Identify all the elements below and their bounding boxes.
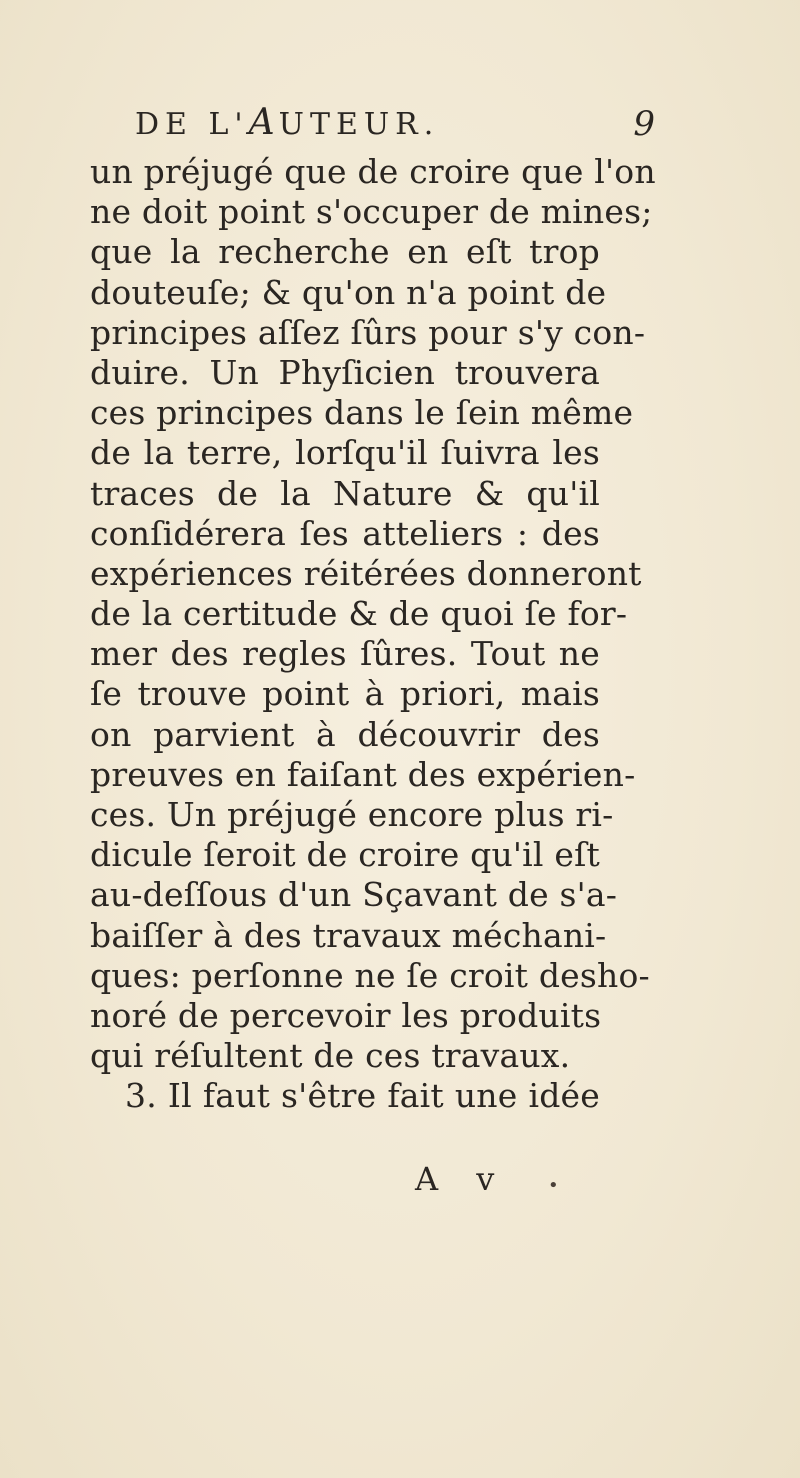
text-line: expériences réitérées donneront xyxy=(90,553,642,593)
text-line: preuves en faiſant des expérien- xyxy=(90,754,636,794)
text-line: douteuſe; & qu'on n'a point de xyxy=(90,272,607,312)
running-head-prefix: DE L' xyxy=(135,107,249,142)
text-line: que la recherche en eſt trop xyxy=(90,232,600,272)
text-line: traces de la Nature & qu'il xyxy=(90,473,600,513)
text-line: duire. Un Phyſicien trouvera xyxy=(90,352,600,392)
text-line: de la certitude & de quoi ſe for- xyxy=(90,594,628,634)
running-head xyxy=(135,102,439,143)
page-number: 9 xyxy=(633,104,655,144)
text-line: baiſſer à des travaux méchani- xyxy=(90,915,607,955)
text-line: noré de percevoir les produits xyxy=(90,995,602,1035)
text-line: on parvient à découvrir des xyxy=(90,714,600,754)
text-line: ques: perſonne ne ſe croit desho- xyxy=(90,955,650,995)
text-line: ſe trouve point à priori, mais xyxy=(90,674,600,714)
running-head-italic: A xyxy=(248,102,279,143)
text-line: dicule ſeroit de croire qu'il eſt xyxy=(90,835,600,875)
stray-mark: • xyxy=(548,1175,559,1196)
signature-mark: A v xyxy=(415,1160,509,1198)
text-line: conſidérera ſes atteliers : des xyxy=(90,513,600,553)
text-line: principes aſſez ſûrs pour s'y con- xyxy=(90,312,646,352)
text-line: de la terre, lorſqu'il ſuivra les xyxy=(90,433,600,473)
running-head-suffix: UTEUR. xyxy=(278,107,440,142)
text-line: au-deſſous d'un Sçavant de s'a- xyxy=(90,875,618,915)
text-line: 3. Il faut s'être fait une idée xyxy=(125,1076,600,1116)
body-text xyxy=(90,152,656,1117)
text-line: ne doit point s'occuper de mines; xyxy=(90,192,653,232)
text-line: ces principes dans le ſein même xyxy=(90,393,634,433)
running-header xyxy=(135,102,655,146)
text-line: mer des regles ſûres. Tout ne xyxy=(90,634,600,674)
text-line: ces. Un préjugé encore plus ri- xyxy=(90,795,614,834)
text-line: qui réſultent de ces travaux. xyxy=(90,1036,571,1076)
text-line: un préjugé que de croire que l'on xyxy=(90,152,656,191)
